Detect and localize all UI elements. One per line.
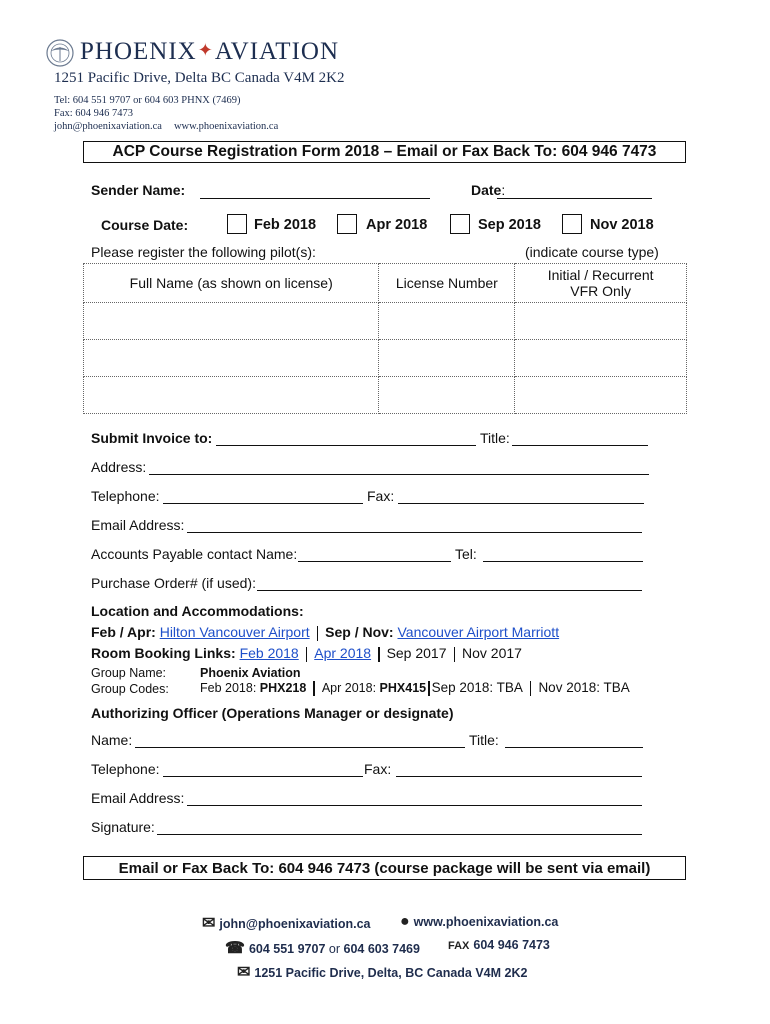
separator xyxy=(378,647,380,662)
ap-tel-field[interactable] xyxy=(483,561,643,562)
submit-invoice-label: Submit Invoice to: xyxy=(91,430,213,446)
officer-telephone-field[interactable] xyxy=(163,776,363,777)
course-type-cell[interactable] xyxy=(515,377,687,414)
officer-heading: Authorizing Officer (Operations Manager or designate) xyxy=(91,705,454,721)
course-type-cell[interactable] xyxy=(515,303,687,340)
booking-apr-link[interactable]: Apr 2018 xyxy=(314,645,372,661)
course-sep-label: Sep 2018 xyxy=(478,217,541,233)
pilot-name-cell[interactable] xyxy=(84,377,379,414)
course-type-hint: (indicate course type) xyxy=(525,244,659,260)
feb-apr-label: Feb / Apr: xyxy=(91,624,156,640)
column-license-number: License Number xyxy=(379,264,515,303)
date-label: Date: xyxy=(471,182,506,198)
booking-sep2017: Sep 2017 xyxy=(386,645,447,661)
separator xyxy=(428,681,430,696)
purchase-order-field[interactable] xyxy=(257,590,642,591)
officer-email-field[interactable] xyxy=(187,805,642,806)
invoice-telephone-label: Telephone: xyxy=(91,488,160,504)
invoice-fax-label: Fax: xyxy=(367,488,395,504)
group-name-value: Phoenix Aviation xyxy=(200,666,301,680)
column-course-type-line2: VFR Only xyxy=(570,283,631,299)
booking-feb-link[interactable]: Feb 2018 xyxy=(239,645,299,661)
pilot-name-cell[interactable] xyxy=(84,303,379,340)
invoice-fax-field[interactable] xyxy=(398,503,644,504)
officer-name-label: Name: xyxy=(91,732,133,748)
invoice-email-field[interactable] xyxy=(187,532,642,533)
company-fax: Fax: 604 946 7473 xyxy=(54,108,134,119)
maple-leaf-icon: ✦ xyxy=(197,40,214,60)
license-number-cell[interactable] xyxy=(379,340,515,377)
booking-links-line xyxy=(91,645,522,662)
officer-fax-label: Fax: xyxy=(364,761,392,777)
hilton-link[interactable]: Hilton Vancouver Airport xyxy=(159,624,310,640)
officer-email-label: Email Address: xyxy=(91,790,185,806)
location-heading: Location and Accommodations: xyxy=(91,603,304,619)
code-sep-value: Sep 2018: TBA xyxy=(431,680,523,695)
company-website[interactable]: www.phoenixaviation.ca xyxy=(173,121,279,132)
table-row xyxy=(84,303,687,340)
fax-icon: FAX xyxy=(448,940,470,952)
footer-fax-item xyxy=(448,938,550,952)
brand-name: PHOENIX✦AVIATION xyxy=(80,38,340,65)
column-full-name: Full Name (as shown on license) xyxy=(84,264,379,303)
address-field[interactable] xyxy=(149,474,649,475)
pilot-name-cell[interactable] xyxy=(84,340,379,377)
ap-tel-label: Tel: xyxy=(455,546,477,562)
marriott-link[interactable]: Vancouver Airport Marriott xyxy=(397,624,560,640)
group-codes-line xyxy=(200,680,630,696)
company-email[interactable]: john@phoenixaviation.ca xyxy=(54,121,162,132)
invoice-title-label: Title: xyxy=(480,430,510,446)
course-nov-checkbox[interactable] xyxy=(562,214,582,234)
code-nov-value: Nov 2018: TBA xyxy=(538,680,630,695)
form-title: ACP Course Registration Form 2018 – Email or Fax Back To: 604 946 7473 xyxy=(83,141,686,163)
booking-nov2017: Nov 2017 xyxy=(462,645,522,661)
column-course-type-line1: Initial / Recurrent xyxy=(547,267,654,283)
officer-name-field[interactable] xyxy=(135,747,465,748)
table-row xyxy=(84,377,687,414)
footer-address: 1251 Pacific Drive, Delta, BC Canada V4M 2K2 xyxy=(254,966,528,980)
course-nov-label: Nov 2018 xyxy=(590,217,654,233)
address-label: Address: xyxy=(91,459,147,475)
separator xyxy=(313,681,315,696)
license-number-cell[interactable] xyxy=(379,303,515,340)
separator xyxy=(317,626,319,641)
mail-icon: ✉ xyxy=(202,915,216,932)
phone-icon: ☎ xyxy=(225,940,245,957)
code-feb-label: Feb 2018: xyxy=(200,681,257,695)
logo-emblem-icon xyxy=(45,38,75,68)
location-line xyxy=(91,624,559,641)
code-apr-label: Apr 2018: xyxy=(321,681,377,695)
company-tel: Tel: 604 551 9707 or 604 603 PHNX (7469) xyxy=(54,95,241,106)
company-address: 1251 Pacific Drive, Delta BC Canada V4M 2K2 xyxy=(54,70,345,86)
footer-address-item xyxy=(237,962,527,982)
email-fax-back-banner: Email or Fax Back To: 604 946 7473 (course package will be sent via email) xyxy=(83,856,686,880)
separator xyxy=(306,647,308,662)
pilot-table-header xyxy=(84,264,687,303)
officer-title-field[interactable] xyxy=(505,747,643,748)
course-type-cell[interactable] xyxy=(515,340,687,377)
course-sep-checkbox[interactable] xyxy=(450,214,470,234)
invoice-title-field[interactable] xyxy=(512,445,648,446)
footer-phone2: 604 603 7469 xyxy=(343,942,420,956)
footer-or: or xyxy=(328,942,341,956)
separator xyxy=(454,647,456,662)
ap-contact-label: Accounts Payable contact Name: xyxy=(91,546,298,562)
license-number-cell[interactable] xyxy=(379,377,515,414)
envelope-icon: ✉ xyxy=(237,964,251,981)
separator xyxy=(530,681,532,696)
table-row xyxy=(84,340,687,377)
ap-contact-field[interactable] xyxy=(298,561,451,562)
group-codes-label: Group Codes: xyxy=(91,682,169,696)
globe-icon: ● xyxy=(400,913,410,930)
footer-phone-item xyxy=(225,938,420,958)
column-course-type xyxy=(515,264,687,303)
footer-fax: 604 946 7473 xyxy=(473,938,550,952)
pilots-intro: Please register the following pilot(s): xyxy=(91,244,316,260)
code-apr-value: PHX415 xyxy=(379,681,427,695)
sep-nov-label: Sep / Nov: xyxy=(325,624,394,640)
invoice-email-label: Email Address: xyxy=(91,517,185,533)
footer-phone1: 604 551 9707 xyxy=(248,942,326,956)
submit-invoice-field[interactable] xyxy=(216,445,476,446)
footer-email-item xyxy=(202,913,371,933)
course-feb-label: Feb 2018 xyxy=(254,217,317,233)
signature-label: Signature: xyxy=(91,819,155,835)
invoice-telephone-field[interactable] xyxy=(163,503,363,504)
purchase-order-label: Purchase Order# (if used): xyxy=(91,575,256,591)
footer-website[interactable]: www.phoenixaviation.ca xyxy=(413,915,559,929)
officer-telephone-label: Telephone: xyxy=(91,761,160,777)
sender-name-field[interactable] xyxy=(200,198,430,199)
footer-email[interactable]: john@phoenixaviation.ca xyxy=(219,917,371,931)
booking-links-label: Room Booking Links: xyxy=(91,645,236,661)
course-apr-label: Apr 2018 xyxy=(366,217,428,233)
officer-title-label: Title: xyxy=(469,732,499,748)
company-contacts xyxy=(54,121,278,132)
footer-website-item xyxy=(400,913,558,931)
sender-name-label: Sender Name: xyxy=(91,182,186,198)
group-name-label: Group Name: xyxy=(91,666,167,680)
course-date-label: Course Date: xyxy=(101,217,189,233)
signature-field[interactable] xyxy=(157,834,642,835)
officer-fax-field[interactable] xyxy=(396,776,642,777)
course-apr-checkbox[interactable] xyxy=(337,214,357,234)
code-feb-value: PHX218 xyxy=(259,681,307,695)
date-field[interactable] xyxy=(497,198,652,199)
course-feb-checkbox[interactable] xyxy=(227,214,247,234)
pilot-table xyxy=(83,263,687,414)
